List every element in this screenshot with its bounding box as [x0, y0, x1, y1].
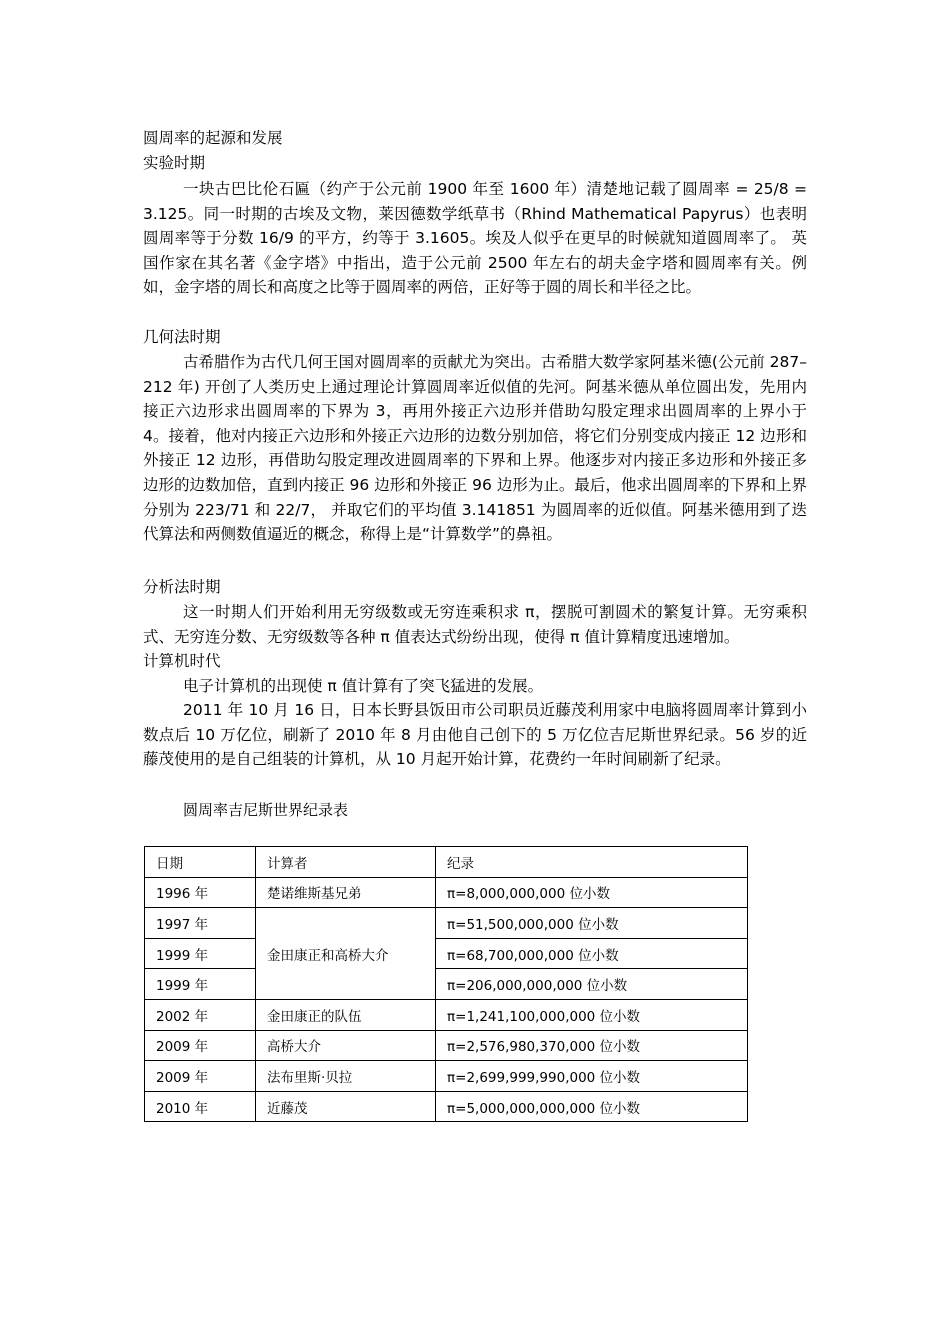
- cell-date: 1996 年: [145, 877, 256, 908]
- section-heading-geometric: 几何法时期: [143, 328, 221, 346]
- section-heading-experimental: 实验时期: [143, 154, 206, 172]
- header-calculator: 计算者: [256, 847, 436, 878]
- document-title: 圆周率的起源和发展: [143, 129, 283, 147]
- paragraph-computer-1: 电子计算机的出现使 π 值计算有了突飞猛进的发展。: [183, 677, 544, 695]
- records-table: [144, 846, 748, 1122]
- cell-record: π=68,700,000,000 位小数: [436, 938, 748, 969]
- cell-calculator-merged: 金田康正和高桥大介: [256, 908, 436, 1000]
- cell-calculator: 楚诺维斯基兄弟: [256, 877, 436, 908]
- cell-record: π=2,576,980,370,000 位小数: [436, 1030, 748, 1061]
- cell-date: 1999 年: [145, 938, 256, 969]
- cell-date: 2002 年: [145, 999, 256, 1030]
- section-heading-analytic: 分析法时期: [143, 578, 221, 596]
- table-row: [145, 1061, 748, 1092]
- table-row: [145, 969, 748, 1000]
- cell-calculator: 金田康正的队伍: [256, 999, 436, 1030]
- cell-record: π=2,699,999,990,000 位小数: [436, 1061, 748, 1092]
- table-row: [145, 938, 748, 969]
- paragraph-geometric: 古希腊作为古代几何王国对圆周率的贡献尤为突出。古希腊大数学家阿基米德(公元前 287–212 年) 开创了人类历史上通过理论计算圆周率近似值的先河。阿基米德从单位圆出发，先用内接正六边形求出圆周率的下界为 3，再用外接正六边形并借助勾股定理求出圆周率的上界小于 4。接着，他对内接正六边形和外接正六边形的边数分别加倍，将它们分别变成内接正 12 边形和外接正 12 边形，再借助勾股定理改进圆周率的下界和上界。他逐步对内接正多边形和外接正多边形的边数加倍，直到内接正 96 边形和外接正 96 边形为止。最后，他求出圆周率的下界和上界分别为 223/71 和 22/7， 并取它们的平均值 3.141851 为圆周率的近似值。阿基米德用到了迭代算法和两侧数值逼近的概念，称得上是“计算数学”的鼻祖。: [143, 353, 807, 544]
- cell-record: π=206,000,000,000 位小数: [436, 969, 748, 1000]
- table-row: [145, 908, 748, 939]
- cell-calculator: 高桥大介: [256, 1030, 436, 1061]
- cell-date: 2009 年: [145, 1061, 256, 1092]
- table-header-row: [145, 847, 748, 878]
- paragraph-experimental: 一块古巴比伦石匾（约产于公元前 1900 年至 1600 年）清楚地记载了圆周率 = 25/8 = 3.125。同一时期的古埃及文物，莱因德数学纸草书（Rhind Mathematical Papyrus）也表明圆周率等于分数 16/9 的平方，约等于 3.1605。埃及人似乎在更早的时候就知道圆周率了。 英国作家在其名著《金字塔》中指出，造于公元前 2500 年左右的胡夫金字塔和圆周率有关。例如，金字塔的周长和高度之比等于圆周率的两倍，正好等于圆的周长和半径之比。: [143, 180, 807, 297]
- cell-calculator: 法布里斯·贝拉: [256, 1061, 436, 1092]
- table-row: [145, 1030, 748, 1061]
- paragraph-analytic: 这一时期人们开始利用无穷级数或无穷连乘积求 π，摆脱可割圆术的繁复计算。无穷乘积式、无穷连分数、无穷级数等各种 π 值表达式纷纷出现，使得 π 值计算精度迅速增加。: [143, 603, 807, 646]
- cell-date: 1997 年: [145, 908, 256, 939]
- table-row: [145, 1091, 748, 1122]
- paragraph-computer-2: 2011 年 10 月 16 日，日本长野县饭田市公司职员近藤茂利用家中电脑将圆周率计算到小数点后 10 万亿位，刷新了 2010 年 8 月由他自己创下的 5 万亿位吉尼斯世界纪录。56 岁的近藤茂使用的是自己组装的计算机，从 10 月起开始计算，花费约一年时间刷新了纪录。: [143, 701, 807, 769]
- cell-record: π=5,000,000,000,000 位小数: [436, 1091, 748, 1122]
- cell-record: π=8,000,000,000 位小数: [436, 877, 748, 908]
- cell-record: π=1,241,100,000,000 位小数: [436, 999, 748, 1030]
- cell-date: 2009 年: [145, 1030, 256, 1061]
- cell-calculator: 近藤茂: [256, 1091, 436, 1122]
- header-date: 日期: [145, 847, 256, 878]
- table-caption: 圆周率吉尼斯世界纪录表: [183, 801, 349, 819]
- table-row: [145, 999, 748, 1030]
- cell-date: 2010 年: [145, 1091, 256, 1122]
- section-heading-computer: 计算机时代: [143, 652, 221, 670]
- cell-record: π=51,500,000,000 位小数: [436, 908, 748, 939]
- cell-date: 1999 年: [145, 969, 256, 1000]
- table-row: [145, 877, 748, 908]
- header-record: 纪录: [436, 847, 748, 878]
